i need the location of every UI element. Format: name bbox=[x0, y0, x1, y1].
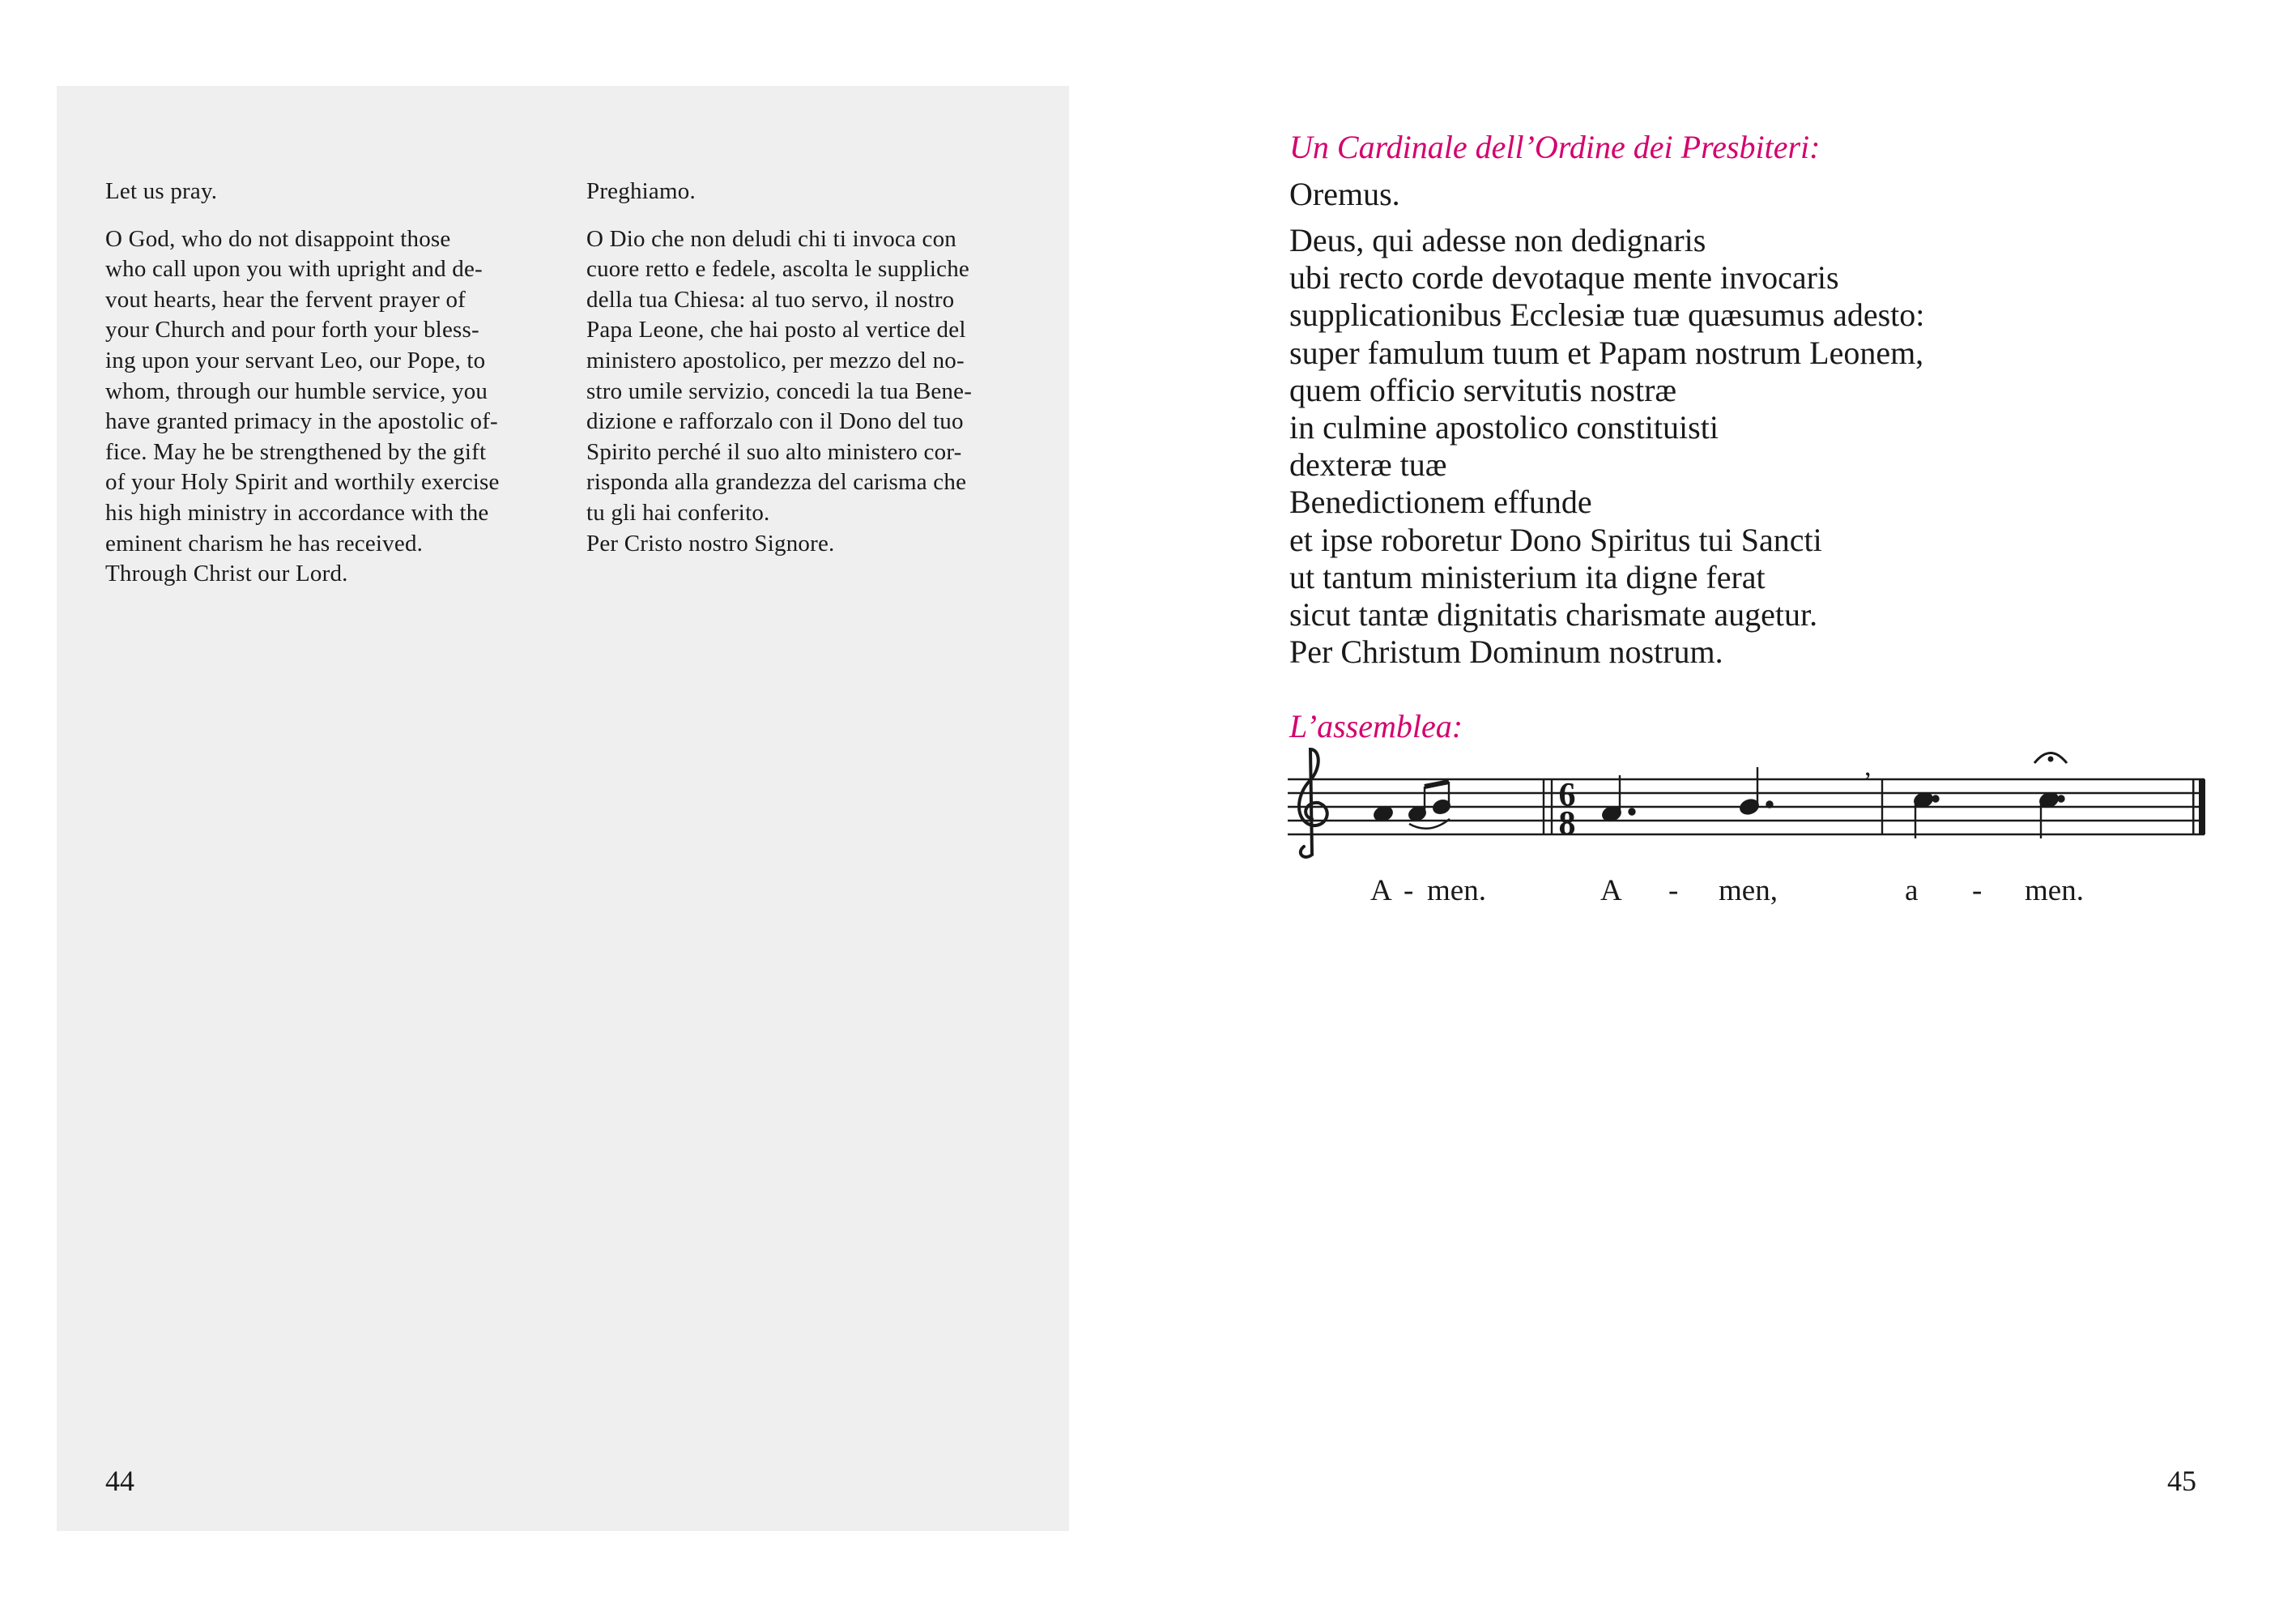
rubric-celebrant: Un Cardinale dell’Ordine dei Presbiteri: bbox=[1289, 129, 1821, 165]
oremus-invitation: Oremus. bbox=[1289, 176, 1400, 212]
italian-prayer-column bbox=[586, 177, 1024, 559]
italian-line: Spirito perché il suo alto ministero cor- bbox=[586, 438, 962, 465]
english-line: your Church and pour forth your bless- bbox=[105, 317, 479, 343]
italian-line: stro umile servizio, concedi la tua Bene- bbox=[586, 377, 973, 404]
lyric-syllable: a bbox=[1905, 874, 1919, 907]
latin-line: supplicationibus Ecclesiæ tuæ quæsumus adesto: bbox=[1289, 296, 1925, 334]
fermata-icon bbox=[2034, 753, 2067, 764]
music-staff bbox=[1288, 741, 2213, 863]
english-line: of your Holy Spirit and worthily exercise bbox=[105, 469, 500, 496]
italian-prayer-body bbox=[586, 224, 1024, 560]
final-barline bbox=[2192, 779, 2205, 834]
italian-line: tu gli hai conferito. bbox=[586, 499, 770, 526]
latin-line: dexteræ tuæ bbox=[1289, 446, 1447, 484]
latin-line: et ipse roboretur Dono Spiritus tui Sancti bbox=[1289, 521, 1822, 558]
latin-line: Benedictionem effunde bbox=[1289, 484, 1592, 521]
latin-line: quem officio servitutis nostræ bbox=[1289, 371, 1677, 408]
italian-line: della tua Chiesa: al tuo servo, il nostro bbox=[586, 286, 955, 313]
measure-2-notes bbox=[1601, 767, 1773, 823]
latin-line: ut tantum ministerium ita digne ferat bbox=[1289, 558, 1766, 595]
english-line: who call upon you with upright and de- bbox=[105, 256, 483, 283]
english-line: eminent charism he has received. bbox=[105, 530, 424, 557]
italian-line: Papa Leone, che hai posto al vertice del bbox=[586, 317, 966, 343]
english-prayer-column bbox=[105, 177, 543, 590]
lyric-hyphen: - bbox=[1668, 874, 1679, 907]
lyric-syllable: men, bbox=[1719, 874, 1778, 907]
latin-line: Deus, qui adesse non dedignaris bbox=[1289, 222, 1706, 258]
italian-line: dizione e rafforzalo con il Dono del tuo bbox=[586, 408, 964, 435]
lyric-syllable: A bbox=[1600, 874, 1622, 907]
latin-line: sicut tantæ dignitatis charismate augetur. bbox=[1289, 596, 1818, 633]
english-line: have granted primacy in the apostolic of- bbox=[105, 408, 498, 435]
latin-line: in culmine apostolico constituisti bbox=[1289, 409, 1719, 446]
latin-line: ubi recto corde devotaque mente invocaris bbox=[1289, 259, 1839, 296]
treble-clef-icon bbox=[1299, 749, 1327, 857]
english-line: vout hearts, hear the fervent prayer of bbox=[105, 286, 466, 313]
english-heading: Let us pray. bbox=[105, 178, 218, 204]
measure-3-notes bbox=[1913, 791, 2064, 838]
lyric-hyphen: - bbox=[1972, 874, 1983, 907]
italian-heading: Preghiamo. bbox=[586, 178, 696, 204]
lyric-syllable: men. bbox=[1427, 874, 1486, 907]
english-line: O God, who do not disappoint those bbox=[105, 225, 451, 252]
italian-line: ministero apostolico, per mezzo del no- bbox=[586, 347, 965, 373]
breath-mark-icon: , bbox=[1864, 752, 1872, 782]
time-signature-top: 6 bbox=[1558, 777, 1576, 814]
time-signature-bottom: 8 bbox=[1558, 805, 1576, 842]
english-closing: Through Christ our Lord. bbox=[105, 561, 348, 587]
rubric-assembly: L’assemblea: bbox=[1289, 708, 1463, 744]
italian-line: cuore retto e fedele, ascolta le suppliche bbox=[586, 256, 969, 283]
lyric-hyphen: - bbox=[1404, 874, 1414, 907]
english-prayer-body bbox=[105, 224, 543, 590]
page-number-left: 44 bbox=[105, 1465, 134, 1497]
english-line: fice. May he be strengthened by the gift bbox=[105, 438, 487, 465]
latin-prayer bbox=[1289, 222, 2221, 671]
lyric-syllable: men. bbox=[2025, 874, 2084, 907]
english-line: ing upon your servant Leo, our Pope, to bbox=[105, 347, 486, 373]
page-number-right: 45 bbox=[2167, 1465, 2196, 1497]
latin-line: super famulum tuum et Papam nostrum Leonem, bbox=[1289, 334, 1924, 371]
italian-line: risponda alla grandezza del carisma che bbox=[586, 469, 967, 496]
latin-line: Per Christum Dominum nostrum. bbox=[1289, 633, 1723, 671]
italian-line: O Dio che non deludi chi ti invoca con bbox=[586, 225, 956, 252]
italian-closing: Per Cristo nostro Signore. bbox=[586, 530, 835, 557]
english-line: his high ministry in accordance with the bbox=[105, 499, 489, 526]
lyric-syllable: A bbox=[1370, 874, 1392, 907]
english-line: whom, through our humble service, you bbox=[105, 377, 488, 404]
